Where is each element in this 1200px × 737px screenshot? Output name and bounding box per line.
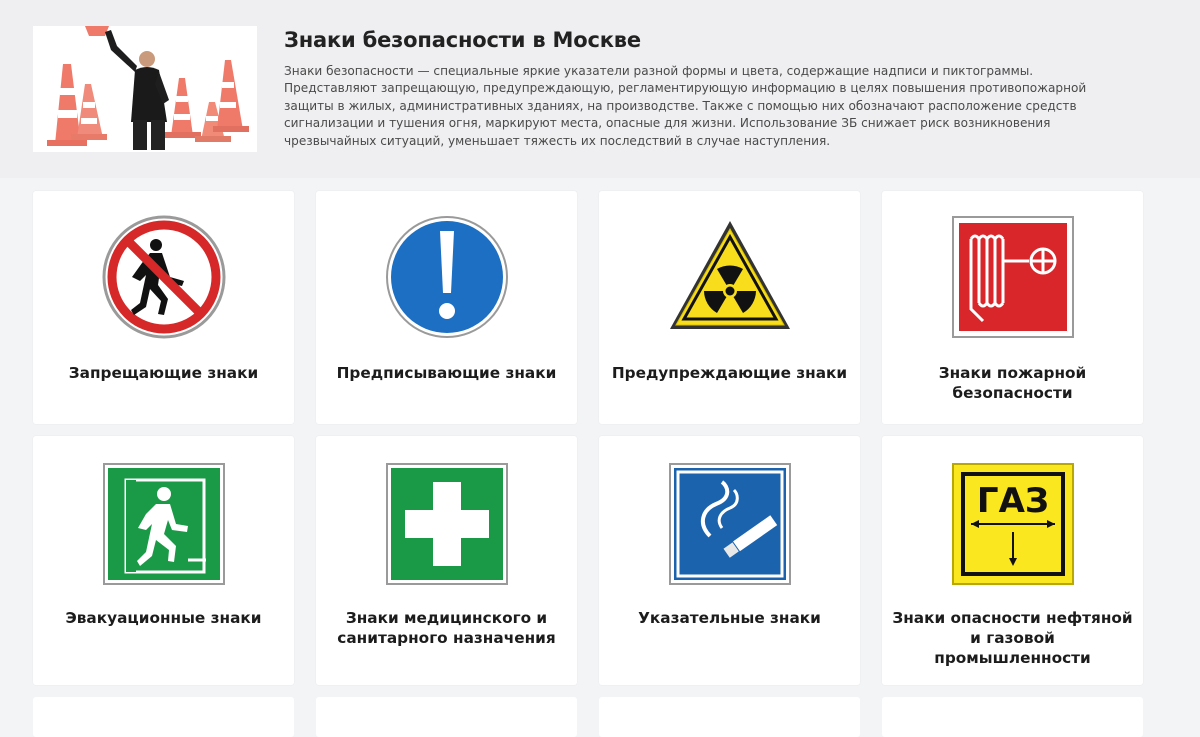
category-label: Знаки пожарной безопасности [938, 364, 1087, 402]
category-card-partial[interactable] [316, 697, 577, 737]
hero-image [33, 26, 257, 152]
gas-hazard-icon [951, 462, 1075, 586]
smoking-area-icon [668, 462, 792, 586]
category-label: Знаки медицинского и санитарного назначения [337, 609, 556, 647]
category-card-mandatory[interactable] [316, 191, 577, 424]
radiation-warning-icon [668, 215, 792, 339]
fire-hose-icon [951, 215, 1075, 339]
category-label: Запрещающие знаки [68, 364, 259, 382]
first-aid-cross-icon [385, 462, 509, 586]
category-label: Эвакуационные знаки [65, 609, 262, 627]
page-title: Знаки безопасности в Москве [284, 28, 641, 52]
category-card-warning[interactable] [599, 191, 860, 424]
page-description: Знаки безопасности — специальные яркие указатели разной формы и цвета, содержащие надписи и пиктограммы. Представляют запрещающую, предупреждающую, регламентирующую информацию в целях повышения противопожарной защиты в жилых, административных зданиях, на производстве. Также с помощью них обозначают расположение средств сигнализации и тушения огня, маркируют места, опасные для жизни. Использование ЗБ снижает риск возникновения чрезвычайных ситуаций, уменьшает тяжесть их последствий в случае наступления. [284, 64, 1087, 148]
page-header [0, 0, 1200, 178]
hero-illustration [33, 26, 257, 152]
category-label: Предупреждающие знаки [611, 364, 848, 382]
category-card-partial[interactable] [33, 697, 294, 737]
category-card-evacuation[interactable] [33, 436, 294, 685]
category-card-oil-gas[interactable] [882, 436, 1143, 685]
category-card-prohibition[interactable] [33, 191, 294, 424]
category-label: Знаки опасности нефтяной и газовой промышленности [892, 609, 1133, 667]
gas-sign-text: ГАЗ [976, 481, 1049, 521]
category-card-directional[interactable] [599, 436, 860, 685]
category-label: Указательные знаки [638, 609, 821, 627]
no-pedestrian-icon [102, 215, 226, 339]
category-card-fire-safety[interactable] [882, 191, 1143, 424]
exclamation-circle-icon [385, 215, 509, 339]
category-card-medical[interactable] [316, 436, 577, 685]
emergency-exit-icon [102, 462, 226, 586]
category-label: Предписывающие знаки [336, 364, 557, 382]
category-card-partial[interactable] [882, 697, 1143, 737]
category-grid [33, 191, 1143, 737]
category-card-partial[interactable] [599, 697, 860, 737]
